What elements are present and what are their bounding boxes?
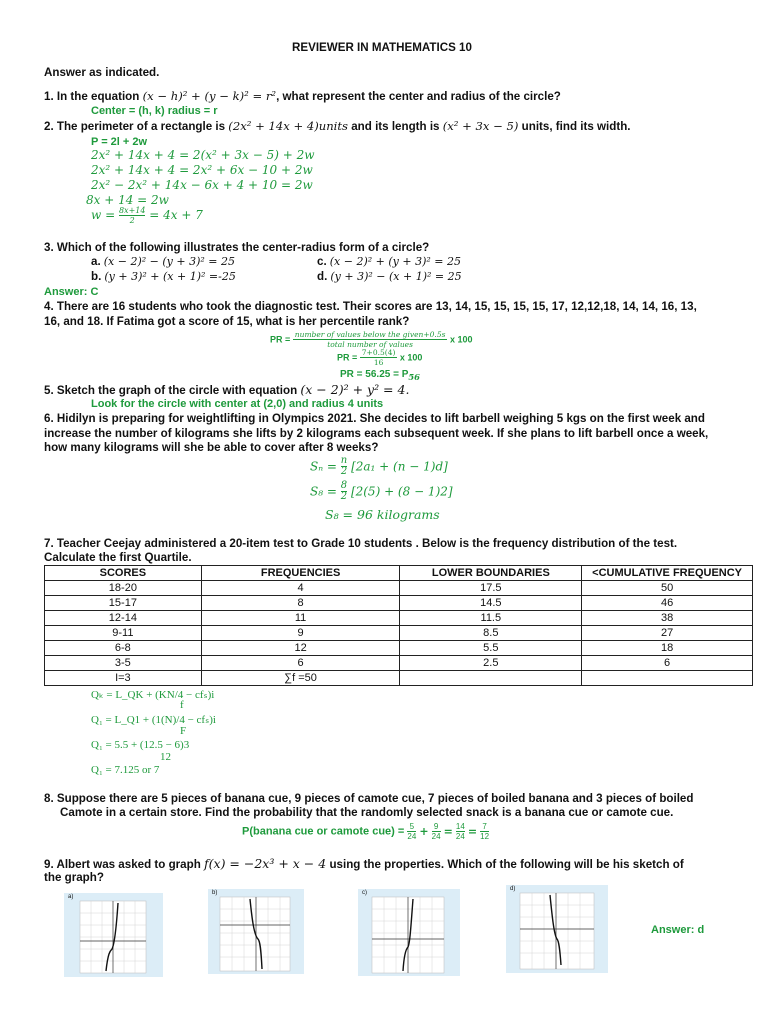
graph-option-c-plot <box>358 889 460 976</box>
table-cell: 8 <box>201 596 400 611</box>
instruction: Answer as indicated. <box>44 66 160 79</box>
column-header: LOWER BOUNDARIES <box>400 566 582 581</box>
q7-q1-formula: Q₁ = L_Q1 + (1(N)/4 − cfₛ)i <box>91 714 216 726</box>
q3-option-a <box>91 255 235 268</box>
question-3: 3. Which of the following illustrates the center-radius form of a circle? <box>44 241 430 254</box>
q2-w-denominator: 2 <box>129 216 135 225</box>
table-row <box>45 581 753 596</box>
q8-probability: P(banana cue or camote cue) = $\frac{5}{24}$ + $\frac{9}{24}$ = $\frac{14}{24}$ = $\frac{7}{12}$ <box>242 822 490 841</box>
q2-step-1: P = 2l + 2w <box>91 136 148 148</box>
q3-option-a-letter: a. <box>91 255 101 268</box>
table-cell: 11.5 <box>400 611 582 626</box>
q2-equation-perimeter: (2x² + 14x + 4)units <box>228 119 348 133</box>
graph-option-c <box>358 889 460 976</box>
table-row <box>45 626 753 641</box>
q3-option-a-eq: (x − 2)² − (y + 3)² = 25 <box>103 255 235 268</box>
q4-pr-formula <box>270 330 472 349</box>
table-summary-row <box>45 671 753 686</box>
q6-f2-numerator: 8 <box>340 480 348 491</box>
q4-pr1-denominator: total number of values <box>327 340 413 349</box>
frequency-table <box>44 565 753 686</box>
q3-option-c-eq: (x − 2)² + (y + 3)² = 25 <box>329 255 461 268</box>
q6-result: S₈ = 96 kilograms <box>325 507 440 522</box>
q8-fraction-4-den: 12 <box>480 832 490 841</box>
table-cell: 2.5 <box>400 656 582 671</box>
q2-text-b: and its length is <box>351 120 440 133</box>
q2-text-c: units, find its width. <box>521 120 631 133</box>
q2-step-3: 2x² + 14x + 4 = 2x² + 6x − 10 + 2w <box>91 163 313 177</box>
table-cell: 12-14 <box>45 611 202 626</box>
graph-option-d-label: d) <box>510 886 516 892</box>
q3-option-d <box>317 270 462 283</box>
graph-option-b-plot <box>208 889 304 974</box>
table-cell: 17.5 <box>400 581 582 596</box>
table-cell: 18 <box>582 641 753 656</box>
question-8-line-1: 8. Suppose there are 5 pieces of banana cue, 9 pieces of camote cue, 7 pieces of boiled banana and 3 pieces of boiled <box>44 792 694 805</box>
q4-pr2-rhs: x 100 <box>399 352 423 363</box>
table-cell: 5.5 <box>400 641 582 656</box>
q2-equation-length: (x² + 3x − 5) <box>442 119 519 133</box>
q7-q1-substitution: Q₁ = 5.5 + (12.5 − 6)3 <box>91 739 190 751</box>
q1-equation: (x − h)² + (y − k)² = r² <box>142 89 277 103</box>
q7-q1-substitution-denominator: 12 <box>160 751 171 763</box>
q4-pr1-lhs: PR = <box>270 334 291 345</box>
question-9-line-1 <box>44 856 684 871</box>
q6-f1-lhs: Sₙ = <box>310 459 337 474</box>
table-cell: 18-20 <box>45 581 202 596</box>
question-7-line-1: 7. Teacher Ceejay administered a 20-item test to Grade 10 students . Below is the frequency distribution of the test. <box>44 537 678 550</box>
table-header-row <box>45 566 753 581</box>
q7-q1-result: Q₁ = 7.125 or 7 <box>91 764 160 776</box>
column-header: <CUMULATIVE FREQUENCY <box>582 566 753 581</box>
q8-fraction-1-num: 5 <box>407 822 416 832</box>
q4-pr-substitution <box>337 348 422 367</box>
table-row <box>45 611 753 626</box>
column-header: SCORES <box>45 566 202 581</box>
table-cell: 8.5 <box>400 626 582 641</box>
question-6-line-1: 6. Hidilyn is preparing for weightlifting in Olympics 2021. She decides to lift barbell weighing 5 kgs on the first week and <box>44 412 705 425</box>
table-cell: 11 <box>201 611 400 626</box>
q5-answer: Look for the circle with center at (2,0) and radius 4 units <box>91 398 384 410</box>
q2-step-4: 2x² − 2x² + 14x − 6x + 4 + 10 = 2w <box>91 178 313 192</box>
q4-pr2-numerator: 7+0.5(4) <box>361 348 396 357</box>
q4-pr1-rhs: x 100 <box>449 334 473 345</box>
q2-w-rhs: = 4x + 7 <box>149 208 203 222</box>
graph-option-d-plot <box>506 885 608 973</box>
q8-prob-lhs: P(banana cue or camote cue) = <box>242 825 405 838</box>
q1-text-b: , what represent the center and radius of the circle? <box>276 90 561 103</box>
q6-formula-substitution <box>310 481 453 502</box>
column-header: FREQUENCIES <box>201 566 400 581</box>
table-cell: 15-17 <box>45 596 202 611</box>
q3-answer: Answer: C <box>44 286 99 298</box>
q7-qk-formula: Qₖ = L_QK + (KN/4 − cfₛ)i <box>91 689 215 701</box>
q2-step-5: 8x + 14 = 2w <box>86 193 169 207</box>
question-4-line-2: 16, and 18. If Fatima got a score of 15, what is her percentile rank? <box>44 315 410 328</box>
question-5 <box>44 382 409 397</box>
q6-f1-denominator: 2 <box>340 466 348 477</box>
q4-pr2-denominator: 16 <box>373 358 384 367</box>
q2-step-2: 2x² + 14x + 4 = 2(x² + 3x − 5) + 2w <box>91 148 315 162</box>
q3-option-d-eq: (y + 3)² − (x + 1)² = 25 <box>330 270 462 283</box>
q4-pr-result <box>340 369 420 382</box>
q8-fraction-2-num: 9 <box>432 822 441 832</box>
table-cell: 6 <box>582 656 753 671</box>
graph-option-d <box>506 885 608 973</box>
q9-answer: Answer: d <box>651 924 705 936</box>
table-row <box>45 641 753 656</box>
q9-function: f(x) = −2x³ + x − 4 <box>204 856 327 871</box>
q8-fraction-3-den: 24 <box>455 832 465 841</box>
q6-f1-rhs: [2a₁ + (n − 1)d] <box>351 459 448 474</box>
question-7-line-2: Calculate the first Quartile. <box>44 551 192 564</box>
q9-text-b: using the properties. Which of the following will be his sketch of <box>329 858 684 871</box>
table-cell: 6 <box>201 656 400 671</box>
q4-pr3: PR = 56.25 = P <box>340 369 409 380</box>
question-9-line-2: the graph? <box>44 871 104 884</box>
table-cell <box>400 671 582 686</box>
table-cell: 38 <box>582 611 753 626</box>
q3-option-b <box>91 270 236 283</box>
q3-option-c <box>317 255 461 268</box>
question-4-line-1: 4. There are 16 students who took the diagnostic test. Their scores are 13, 14, 15, 15, 15, 15, 17, 12,12,18, 14, 14, 16, 13, <box>44 300 697 313</box>
q1-answer: Center = (h, k) radius = r <box>91 105 218 117</box>
q7-qk-denominator: f <box>180 699 184 711</box>
q9-text-a: 9. Albert was asked to graph <box>44 858 201 871</box>
question-1 <box>44 89 561 103</box>
table-cell: 9 <box>201 626 400 641</box>
q3-option-c-letter: c. <box>317 255 327 268</box>
table-cell: 9-11 <box>45 626 202 641</box>
frequency-sum-cell: ∑f =50 <box>201 671 400 686</box>
graph-option-a-plot <box>64 893 163 977</box>
q8-fraction-4-num: 7 <box>480 822 489 832</box>
table-cell <box>582 671 753 686</box>
question-6-line-3: how many kilograms will she be able to cover after 8 weeks? <box>44 441 379 454</box>
graph-option-b <box>208 889 304 974</box>
q4-pr2-lhs: PR = <box>337 352 358 363</box>
q8-fraction-2-den: 24 <box>431 832 441 841</box>
q2-w-lhs: w = <box>91 208 116 222</box>
table-cell: 27 <box>582 626 753 641</box>
q7-q1-denominator: F <box>180 725 187 737</box>
q6-f1-numerator: n <box>340 455 348 466</box>
q2-text-a: 2. The perimeter of a rectangle is <box>44 120 226 133</box>
table-cell: 50 <box>582 581 753 596</box>
q6-f2-denominator: 2 <box>340 491 348 502</box>
q3-option-b-eq: (y + 3)² + (x + 1)² =-25 <box>104 270 236 283</box>
question-2 <box>44 119 631 133</box>
q5-text: 5. Sketch the graph of the circle with equation <box>44 384 298 397</box>
q3-option-d-letter: d. <box>317 270 328 283</box>
q6-f2-lhs: S₈ = <box>310 484 337 499</box>
table-row <box>45 656 753 671</box>
table-cell: 14.5 <box>400 596 582 611</box>
q8-fraction-3-num: 14 <box>455 822 465 831</box>
table-cell: 3-5 <box>45 656 202 671</box>
question-6-line-2: increase the number of kilograms she lifts by 2 kilograms each subsequent week. If she plans to lift barbell once a week, <box>44 427 709 440</box>
q3-option-b-letter: b. <box>91 270 102 283</box>
graph-option-b-label: b) <box>212 890 218 896</box>
q4-pr1-numerator: number of values below the given+0.5s <box>294 330 446 339</box>
q6-formula-general <box>310 456 448 477</box>
q2-w-numerator: 8x+14 <box>118 206 146 215</box>
q1-text-a: 1. In the equation <box>44 90 140 103</box>
q4-pr3-subscript: 56 <box>408 372 420 382</box>
q2-width-formula <box>91 206 203 225</box>
page-title: REVIEWER IN MATHEMATICS 10 <box>292 41 472 54</box>
graph-option-c-label: c) <box>362 890 367 896</box>
table-cell: 4 <box>201 581 400 596</box>
table-cell: 6-8 <box>45 641 202 656</box>
q5-equation: (x − 2)² + y² = 4. <box>300 382 410 397</box>
class-interval-cell: I=3 <box>45 671 202 686</box>
table-row <box>45 596 753 611</box>
graph-option-a-label: a) <box>68 894 74 900</box>
q6-f2-rhs: [2(5) + (8 − 1)2] <box>350 484 453 499</box>
q8-fraction-1-den: 24 <box>407 832 417 841</box>
table-cell: 12 <box>201 641 400 656</box>
table-cell: 46 <box>582 596 753 611</box>
graph-option-a <box>64 893 163 977</box>
question-8-line-2: Camote in a certain store. Find the probability that the randomly selected snack is a banana cue or camote cue. <box>60 806 674 819</box>
